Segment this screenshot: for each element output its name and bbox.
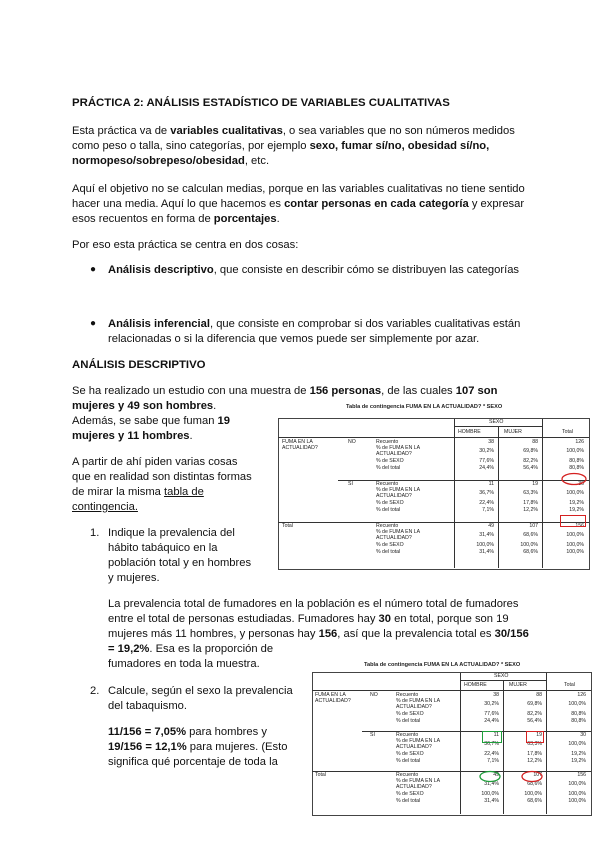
table-caption: Tabla de contingencia FUMA EN LA ACTUALIDAD? * SEXO [364, 662, 521, 668]
table-cell: 100,0% [566, 542, 584, 548]
table-cell: 30 [580, 732, 586, 738]
intro-line-4: Aquí el objetivo no se calculan medias, porque en las variables cualitativas no tiene sentido [72, 183, 525, 195]
table-cell: 68,6% [523, 532, 538, 538]
table-cell: 17,8% [523, 500, 538, 506]
table-frame [312, 672, 592, 816]
stat-label: % del total [376, 549, 401, 555]
stat-label: ACTUALIDAD? [396, 704, 432, 710]
table-cell: 100,0% [566, 490, 584, 496]
table-caption: Tabla de contingencia FUMA EN LA ACTUALIDAD? * SEXO [346, 404, 503, 410]
green-box-mark [482, 731, 502, 743]
table-cell: 88 [536, 692, 542, 698]
table-cell: 11 [493, 732, 499, 738]
table-cell: 100,0% [566, 448, 584, 454]
q1-line-1: Indique la prevalencia del [108, 527, 235, 539]
stat-label: % de FUMA EN LA [376, 529, 421, 535]
row-var-label-2: ACTUALIDAD? [315, 698, 351, 704]
row-var-label: FUMA EN LA [282, 439, 313, 445]
table-cell: 82,2% [527, 711, 542, 717]
row-var-label-2: ACTUALIDAD? [282, 445, 318, 451]
table-cell: 100,0% [568, 781, 586, 787]
table-cell: 82,2% [523, 458, 538, 464]
table-cell: 30,2% [479, 448, 494, 454]
table-cell: 100,0% [568, 701, 586, 707]
table-cell: 17,8% [527, 751, 542, 757]
table-cell: 19 [532, 481, 538, 487]
bullet-inferential: Análisis inferencial, que consiste en comprobar si dos variables cualitativas están [108, 318, 521, 330]
stat-label: Recuento [376, 481, 399, 487]
stat-label: % del total [396, 798, 421, 804]
study-line-4: mujeres y 11 hombres. [72, 430, 193, 442]
q2-answer-1: 11/156 = 7,05% para hombres y [108, 726, 267, 738]
stat-label: ACTUALIDAD? [396, 784, 432, 790]
table-cell: 156 [575, 523, 584, 529]
table-cell: 100,0% [568, 791, 586, 797]
table-cell: 31,4% [484, 781, 499, 787]
bullet-descriptive: Análisis descriptivo, que consiste en describir cómo se distribuyen las categorías [108, 264, 520, 276]
table-cell: 31,4% [484, 798, 499, 804]
table-cell: 100,0% [520, 542, 538, 548]
stat-label: Recuento [396, 732, 419, 738]
red-box-mark [560, 515, 586, 527]
table-cell: 107 [529, 523, 538, 529]
study-line-1: Se ha realizado un estudio con una muestra de 156 personas, de las cuales 107 son [72, 385, 498, 397]
table-cell: 69,8% [527, 701, 542, 707]
table-cell: 100,0% [524, 791, 542, 797]
table-cell: 19,2% [569, 500, 584, 506]
q1-answer-3: mujeres más 11 hombres, y personas hay 156, así que la prevalencia total es 30/156 [108, 628, 529, 640]
col-total: Total [564, 682, 575, 688]
intro-line-5: hacer una media. Aquí lo que hacemos es contar personas en cada categoría y expresar [72, 198, 525, 210]
table-cell: 22,4% [479, 500, 494, 506]
table-cell: 36,7% [479, 490, 494, 496]
study-line-2: mujeres y 49 son hombres. [72, 400, 217, 412]
table-cell: 24,4% [479, 465, 494, 471]
stat-label: % de SEXO [396, 791, 424, 797]
red-box-mark [526, 731, 544, 743]
stat-label: % de SEXO [396, 711, 424, 717]
stat-label: % de FUMA EN LA [396, 778, 441, 784]
col-hombre: HOMBRE [464, 682, 487, 688]
q2-answer-2: 19/156 = 12,1% para mujeres. (Esto [108, 741, 288, 753]
stat-label: Recuento [396, 692, 419, 698]
col-group-sexo: SEXO [494, 673, 509, 679]
col-mujer: MUJER [509, 682, 527, 688]
stat-label: % del total [396, 718, 421, 724]
red-circle-mark [560, 472, 590, 486]
table-cell: 80,8% [569, 458, 584, 464]
table-cell: 107 [533, 772, 542, 778]
table-cell: 19,2% [569, 507, 584, 513]
stat-label: % de SEXO [376, 500, 404, 506]
stat-label: % de FUMA EN LA [396, 738, 441, 744]
intro-line-7: Por eso esta práctica se centra en dos cosas: [72, 239, 299, 251]
stat-label: Recuento [396, 772, 419, 778]
stat-label: % de FUMA EN LA [396, 698, 441, 704]
table-cell: 22,4% [484, 751, 499, 757]
bullet-dot: ● [90, 264, 97, 275]
q1-answer-1: La prevalencia total de fumadores en la población es el número total de fumadores [108, 598, 519, 610]
table-cell: 38 [493, 692, 499, 698]
stat-label: Recuento [376, 439, 399, 445]
row-no: NO [348, 439, 356, 445]
study-line-3: Además, se sabe que fuman 19 [72, 415, 230, 427]
table-cell: 68,6% [527, 798, 542, 804]
table-cell: 100,0% [476, 542, 494, 548]
red-circle-mark [520, 770, 546, 783]
intro-line-1: Esta práctica va de variables cualitativas, o sea variables que no son números medidos [72, 125, 515, 137]
intro-line-6: esos recuentos en forma de porcentajes. [72, 213, 280, 225]
table-cell: 77,6% [479, 458, 494, 464]
table-cell: 68,6% [523, 549, 538, 555]
table-cell: 80,8% [569, 465, 584, 471]
bullet-dot: ● [90, 318, 97, 329]
q1-line-2: hábito tabáquico en la [108, 542, 218, 554]
table-cell: 19 [536, 732, 542, 738]
row-total: Total [282, 523, 293, 529]
stat-label: ACTUALIDAD? [396, 744, 432, 750]
table-cell: 12,2% [523, 507, 538, 513]
q2-line-2: del tabaquismo. [108, 700, 187, 712]
q2-line-1: Calcule, según el sexo la prevalencia [108, 685, 293, 697]
table-cell: 19,2% [571, 758, 586, 764]
study-line-7: de mirar la misma tabla de [72, 486, 204, 498]
row-total: Total [315, 772, 326, 778]
table-cell: 24,4% [484, 718, 499, 724]
table-cell: 38 [488, 439, 494, 445]
table-cell: 126 [575, 439, 584, 445]
table-cell: 31,4% [479, 549, 494, 555]
stat-label: % de SEXO [376, 542, 404, 548]
stat-label: % del total [396, 758, 421, 764]
stat-label: ACTUALIDAD? [376, 535, 412, 541]
q1-answer-4: = 19,2%. Esa es la proporción de [108, 643, 274, 655]
table-cell: 30 [578, 481, 584, 487]
table-cell: 80,8% [571, 711, 586, 717]
table-cell: 56,4% [527, 718, 542, 724]
q1-number: 1. [90, 527, 100, 539]
table-cell: 100,0% [568, 798, 586, 804]
stat-label: ACTUALIDAD? [376, 493, 412, 499]
table-cell: 100,0% [566, 549, 584, 555]
table-cell: 80,8% [571, 718, 586, 724]
table-cell: 19,2% [571, 751, 586, 757]
col-hombre: HOMBRE [458, 429, 481, 435]
q1-line-3: población total y en hombres [108, 557, 252, 569]
q1-answer-2: entre el total de personas estudiadas. Fumadores hay 30 en total, porque son 19 [108, 613, 509, 625]
bullet-inferential-line-2: relacionadas o si la diferencia que vemos puede ser simplemente por azar. [108, 333, 480, 345]
row-si: SI [348, 481, 353, 487]
q1-answer-5: fumadores en toda la muestra. [108, 658, 260, 670]
col-group-sexo: SEXO [489, 419, 504, 425]
table-cell: 88 [532, 439, 538, 445]
row-si: SI [370, 732, 375, 738]
stat-label: % de SEXO [376, 458, 404, 464]
stat-label: ACTUALIDAD? [376, 451, 412, 457]
table-frame [278, 418, 590, 570]
table-cell: 63,3% [523, 490, 538, 496]
table-cell: 49 [493, 772, 499, 778]
table-cell: 68,6% [527, 781, 542, 787]
study-line-5: A partir de ahí piden varias cosas [72, 456, 238, 468]
intro-line-2: como peso o talla, sino categorías, por ejemplo sexo, fumar sí/no, obesidad sí/no, [72, 140, 490, 152]
study-line-8: contingencia. [72, 501, 138, 513]
table-cell: 12,2% [527, 758, 542, 764]
table-cell: 63,3% [527, 741, 542, 747]
table-cell: 156 [577, 772, 586, 778]
table-cell: 69,8% [523, 448, 538, 454]
table-cell: 56,4% [523, 465, 538, 471]
intro-line-3: normopeso/sobrepeso/obesidad, etc. [72, 155, 270, 167]
q1-line-4: y mujeres. [108, 572, 160, 584]
table-cell: 100,0% [481, 791, 499, 797]
q2-number: 2. [90, 685, 100, 697]
stat-label: % de FUMA EN LA [376, 445, 421, 451]
table-cell: 49 [488, 523, 494, 529]
table-cell: 77,6% [484, 711, 499, 717]
study-line-6: que en realidad son distintas formas [72, 471, 252, 483]
q2-answer-3: significa qué porcentaje de toda la [108, 756, 278, 768]
col-mujer: MUJER [504, 429, 522, 435]
table-cell: 31,4% [479, 532, 494, 538]
table-cell: 30,2% [484, 701, 499, 707]
table-cell: 100,0% [568, 741, 586, 747]
row-var-label: FUMA EN LA [315, 692, 346, 698]
table-cell: 36,7% [484, 741, 499, 747]
stat-label: Recuento [376, 523, 399, 529]
table-cell: 126 [577, 692, 586, 698]
row-no: NO [370, 692, 378, 698]
table-cell: 11 [488, 481, 494, 487]
table-cell: 100,0% [566, 532, 584, 538]
stat-label: % de SEXO [396, 751, 424, 757]
table-cell: 7,1% [482, 507, 494, 513]
green-circle-mark [478, 770, 504, 783]
table-cell: 7,1% [487, 758, 499, 764]
contingency-table-2 [312, 662, 592, 818]
stat-label: % del total [376, 507, 401, 513]
contingency-table-1 [278, 404, 590, 574]
page-title: PRÁCTICA 2: ANÁLISIS ESTADÍSTICO DE VARIABLES CUALITATIVAS [72, 97, 450, 109]
section-heading: ANÁLISIS DESCRIPTIVO [72, 359, 206, 371]
col-total: Total [562, 429, 573, 435]
stat-label: % del total [376, 465, 401, 471]
stat-label: % de FUMA EN LA [376, 487, 421, 493]
